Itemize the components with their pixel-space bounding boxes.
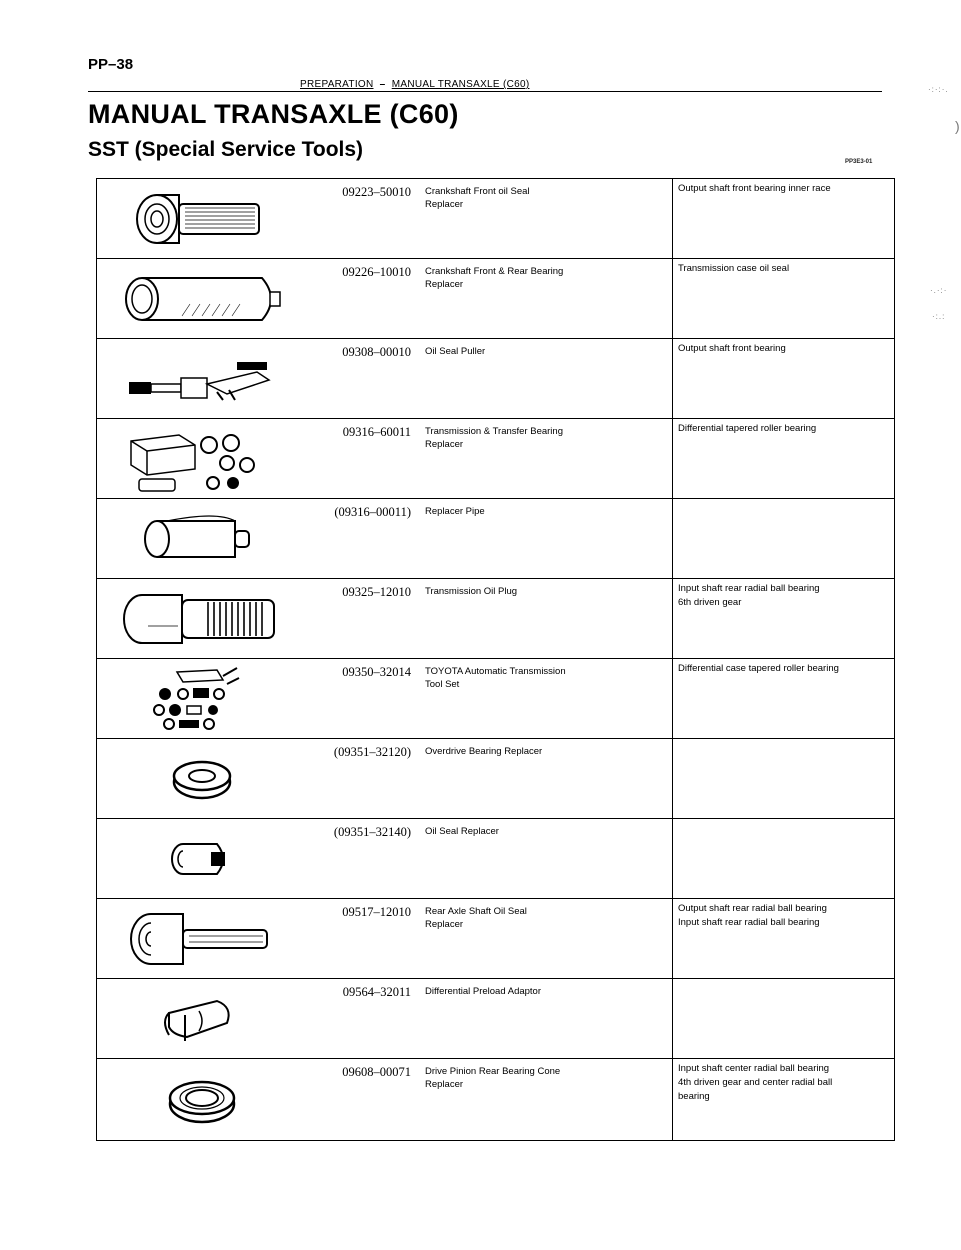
usage-cell — [673, 339, 895, 419]
tool-name: Crankshaft Front oil Seal Replacer — [425, 186, 530, 210]
part-number: 09517–12010 — [342, 905, 411, 919]
sst-row — [97, 659, 895, 739]
tool-name: Overdrive Bearing Replacer — [425, 746, 543, 757]
oil-seal-replacer-icon — [97, 819, 307, 898]
tool-cell — [97, 739, 673, 819]
usage-cell — [673, 899, 895, 979]
sst-row — [97, 179, 895, 259]
part-number: 09226–10010 — [342, 265, 411, 279]
header-rule — [88, 91, 882, 92]
usage-cell — [673, 179, 895, 259]
tool-name: Drive Pinion Rear Bearing Cone Replacer — [425, 1066, 561, 1090]
part-number: 09350–32014 — [342, 665, 411, 679]
part-number: 09325–12010 — [342, 585, 411, 599]
tool-name: Transmission & Transfer Bearing Replacer — [425, 426, 563, 450]
tool-name: Oil Seal Puller — [425, 346, 486, 357]
part-number: 09608–00071 — [342, 1065, 411, 1079]
usage-cell — [673, 1059, 895, 1141]
tool-usage: Differential case tapered roller bearing — [678, 663, 839, 674]
tool-name: TOYOTA Automatic Transmission Tool Set — [425, 666, 566, 690]
replacer-pipe-icon — [97, 499, 307, 578]
part-number: (09351–32140) — [333, 825, 411, 839]
axle-seal-replacer-icon — [97, 899, 307, 978]
usage-cell — [673, 579, 895, 659]
tool-name: Replacer Pipe — [425, 506, 485, 517]
scan-mark: ·:.: — [932, 312, 946, 321]
tool-name: Rear Axle Shaft Oil Seal Replacer — [425, 906, 527, 930]
sst-row — [97, 259, 895, 339]
running-head — [300, 79, 529, 90]
section-code-tag: PP3E3-01 — [845, 159, 873, 165]
usage-cell — [673, 979, 895, 1059]
scan-mark: ) — [955, 118, 961, 134]
seal-replacer-icon — [97, 179, 307, 258]
overdrive-bearing-replacer-icon — [97, 739, 307, 818]
scan-mark: ·.·:· — [930, 286, 948, 295]
part-number: 09223–50010 — [342, 185, 411, 199]
tool-cell — [97, 579, 673, 659]
bearing-replacer-icon — [97, 259, 307, 338]
tool-name: Oil Seal Replacer — [425, 826, 499, 837]
sst-row — [97, 339, 895, 419]
part-number: 09316–60011 — [342, 425, 411, 439]
tool-cell — [97, 339, 673, 419]
running-head-separator: – — [379, 79, 386, 90]
part-number: (09316–00011) — [334, 505, 411, 519]
sst-table — [96, 178, 895, 1141]
usage-cell — [673, 419, 895, 499]
tool-cell — [97, 419, 673, 499]
tool-set-icon — [97, 659, 307, 738]
sst-row — [97, 979, 895, 1059]
tool-cell — [97, 659, 673, 739]
scan-mark: ·:·:·. — [928, 85, 949, 94]
tool-name: Differential Preload Adaptor — [425, 986, 542, 997]
page-subtitle: SST (Special Service Tools) — [88, 138, 364, 161]
oil-plug-icon — [97, 579, 307, 658]
tool-usage: Output shaft rear radial ball bearing Input shaft rear radial ball bearing — [678, 903, 827, 928]
tool-cell — [97, 1059, 673, 1141]
tool-usage: Output shaft front bearing inner race — [678, 183, 831, 194]
oil-seal-puller-icon — [97, 339, 307, 418]
part-number: 09308–00010 — [342, 345, 411, 359]
sst-row — [97, 819, 895, 899]
usage-cell — [673, 819, 895, 899]
tool-usage: Differential tapered roller bearing — [678, 423, 817, 434]
sst-row — [97, 899, 895, 979]
tool-cell — [97, 819, 673, 899]
sst-row — [97, 1059, 895, 1141]
tool-usage: Transmission case oil seal — [678, 263, 790, 274]
tool-usage: Output shaft front bearing — [678, 343, 786, 354]
part-number: (09351–32120) — [333, 745, 411, 759]
tool-usage: Input shaft rear radial ball bearing 6th driven gear — [678, 583, 820, 608]
tool-cell — [97, 899, 673, 979]
usage-cell — [673, 659, 895, 739]
page-code: PP–38 — [88, 56, 134, 73]
sst-row — [97, 499, 895, 579]
preload-adaptor-icon — [97, 979, 307, 1058]
usage-cell — [673, 499, 895, 579]
sst-row — [97, 739, 895, 819]
running-head-chapter: MANUAL TRANSAXLE (C60) — [391, 79, 530, 90]
tool-name: Crankshaft Front & Rear Bearing Replacer — [425, 266, 564, 290]
page-title: MANUAL TRANSAXLE (C60) — [88, 99, 459, 129]
tool-cell — [97, 979, 673, 1059]
bearing-cone-replacer-icon — [97, 1059, 307, 1140]
tool-cell — [97, 259, 673, 339]
tool-name: Transmission Oil Plug — [425, 586, 518, 597]
tool-usage: Input shaft center radial ball bearing 4th driven gear and center radial ball bearing — [678, 1063, 833, 1102]
bearing-replacer-set-icon — [97, 419, 307, 498]
sst-row — [97, 419, 895, 499]
running-head-section: PREPARATION — [300, 79, 374, 90]
part-number: 09564–32011 — [342, 985, 411, 999]
tool-cell — [97, 499, 673, 579]
usage-cell — [673, 259, 895, 339]
sst-row — [97, 579, 895, 659]
usage-cell — [673, 739, 895, 819]
tool-cell — [97, 179, 673, 259]
